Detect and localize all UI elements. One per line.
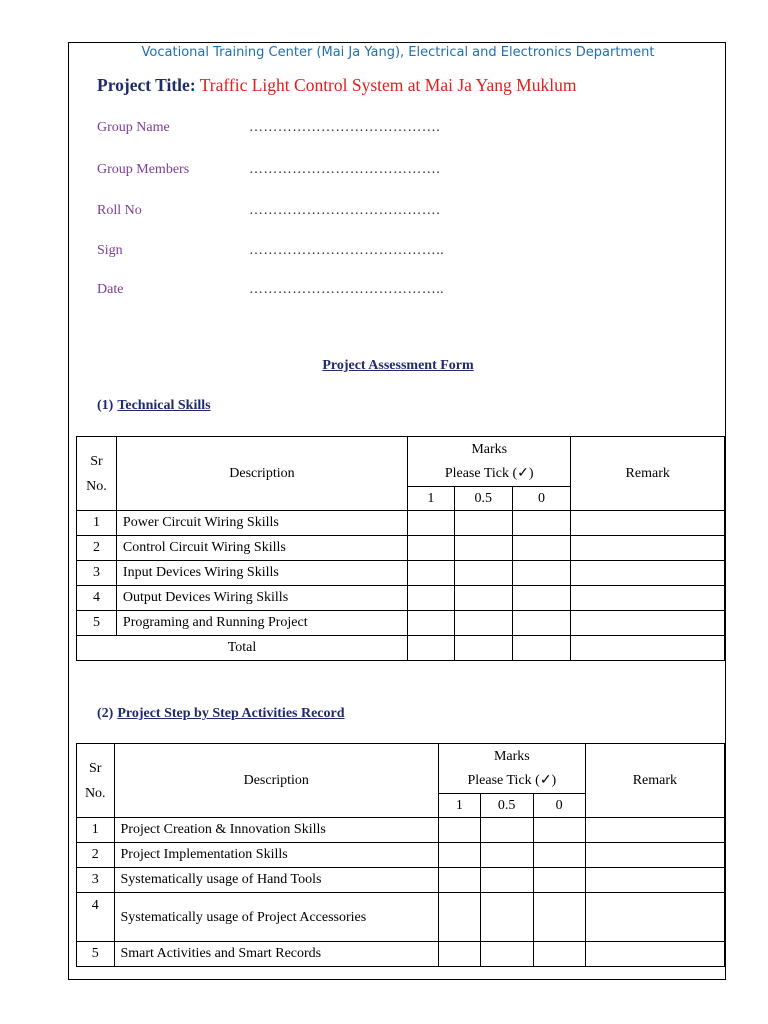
header-mark-0: 0 bbox=[512, 487, 571, 511]
tick-cell-1[interactable] bbox=[439, 818, 481, 843]
tick-cell-05[interactable] bbox=[480, 868, 533, 893]
tick-cell-1[interactable] bbox=[407, 611, 454, 636]
section2-number: (2) bbox=[97, 706, 114, 721]
tick-cell-05[interactable] bbox=[480, 818, 533, 843]
header-sr: Sr bbox=[90, 453, 103, 469]
header-no: No. bbox=[86, 478, 107, 494]
row-description: Project Creation & Innovation Skills bbox=[114, 818, 439, 843]
row-description: Output Devices Wiring Skills bbox=[116, 586, 407, 611]
header-sr-cell bbox=[77, 437, 117, 511]
row-sr: 5 bbox=[77, 942, 115, 967]
tick-cell-1[interactable] bbox=[439, 942, 481, 967]
tick-cell-05[interactable] bbox=[480, 843, 533, 868]
roll-no-blank: …………………………………. bbox=[249, 203, 441, 218]
row-description: Systematically usage of Project Accessories bbox=[114, 893, 439, 942]
row-description: Project Implementation Skills bbox=[114, 843, 439, 868]
row-sr: 1 bbox=[77, 818, 115, 843]
remark-cell[interactable] bbox=[585, 893, 724, 942]
header-mark-0: 0 bbox=[533, 794, 585, 818]
row-sr: 3 bbox=[77, 868, 115, 893]
remark-cell[interactable] bbox=[571, 561, 725, 586]
header-sr: Sr bbox=[89, 760, 102, 776]
header-remark: Remark bbox=[585, 744, 724, 818]
tick-cell-1[interactable] bbox=[407, 511, 454, 536]
tick-cell-05[interactable] bbox=[480, 942, 533, 967]
tick-cell-0[interactable] bbox=[533, 868, 585, 893]
tick-cell-1[interactable] bbox=[407, 536, 454, 561]
sign-blank: ………………………………….. bbox=[249, 243, 444, 258]
header-no: No. bbox=[84, 785, 106, 801]
tick-cell-1[interactable] bbox=[407, 586, 454, 611]
header-marks: Marks bbox=[471, 441, 508, 457]
section1-heading bbox=[97, 398, 211, 414]
total-cell-0[interactable] bbox=[512, 636, 571, 661]
table-row bbox=[77, 611, 725, 636]
total-cell-05[interactable] bbox=[454, 636, 512, 661]
header-remark: Remark bbox=[571, 437, 725, 511]
tick-cell-1[interactable] bbox=[439, 868, 481, 893]
header-marks-cell bbox=[439, 744, 586, 794]
table-header-row bbox=[77, 744, 725, 794]
tick-cell-05[interactable] bbox=[454, 536, 512, 561]
project-title bbox=[97, 75, 576, 96]
section1-title: Technical Skills bbox=[117, 398, 211, 413]
row-description: Systematically usage of Hand Tools bbox=[114, 868, 439, 893]
table-row bbox=[77, 511, 725, 536]
total-row bbox=[77, 636, 725, 661]
row-description: Programing and Running Project bbox=[116, 611, 407, 636]
table-row bbox=[77, 536, 725, 561]
tick-cell-05[interactable] bbox=[454, 586, 512, 611]
header-description: Description bbox=[116, 437, 407, 511]
tick-cell-1[interactable] bbox=[407, 561, 454, 586]
row-description: Control Circuit Wiring Skills bbox=[116, 536, 407, 561]
table-header-row bbox=[77, 437, 725, 487]
tick-cell-0[interactable] bbox=[533, 893, 585, 942]
row-sr: 3 bbox=[77, 561, 117, 586]
tick-cell-0[interactable] bbox=[533, 942, 585, 967]
header-marks: Marks bbox=[493, 748, 530, 764]
header-sr-cell bbox=[77, 744, 115, 818]
remark-cell[interactable] bbox=[571, 511, 725, 536]
header-mark-05: 0.5 bbox=[480, 794, 533, 818]
tick-cell-0[interactable] bbox=[512, 561, 571, 586]
tick-cell-0[interactable] bbox=[512, 586, 571, 611]
group-name-blank: …………………………………. bbox=[249, 120, 441, 135]
header-mark-1: 1 bbox=[439, 794, 481, 818]
technical-skills-table bbox=[76, 436, 725, 661]
tick-cell-0[interactable] bbox=[533, 818, 585, 843]
remark-cell[interactable] bbox=[571, 586, 725, 611]
date-blank: ………………………………….. bbox=[249, 282, 444, 297]
header-marks-cell bbox=[407, 437, 570, 487]
remark-cell[interactable] bbox=[585, 942, 724, 967]
table-row bbox=[77, 561, 725, 586]
table-row bbox=[77, 942, 725, 967]
table-row bbox=[77, 893, 725, 942]
tick-cell-05[interactable] bbox=[454, 561, 512, 586]
tick-cell-05[interactable] bbox=[454, 511, 512, 536]
section1-number: (1) bbox=[97, 398, 114, 413]
activities-record-table bbox=[76, 743, 725, 967]
row-description: Smart Activities and Smart Records bbox=[114, 942, 439, 967]
row-sr: 2 bbox=[77, 843, 115, 868]
tick-cell-05[interactable] bbox=[454, 611, 512, 636]
table-row bbox=[77, 868, 725, 893]
tick-cell-05[interactable] bbox=[480, 893, 533, 942]
header-please-tick: Please Tick (✓) bbox=[444, 465, 534, 481]
total-remark-cell[interactable] bbox=[571, 636, 725, 661]
table-row bbox=[77, 843, 725, 868]
tick-cell-1[interactable] bbox=[439, 843, 481, 868]
header-description: Description bbox=[114, 744, 439, 818]
section2-heading bbox=[97, 706, 345, 722]
total-cell-1[interactable] bbox=[407, 636, 454, 661]
form-title: Project Assessment Form bbox=[322, 358, 474, 373]
remark-cell[interactable] bbox=[585, 843, 724, 868]
section2-title: Project Step by Step Activities Record bbox=[117, 706, 345, 721]
group-members-blank: …………………………………. bbox=[249, 162, 441, 177]
total-label: Total bbox=[77, 636, 408, 661]
header-mark-1: 1 bbox=[407, 487, 454, 511]
row-sr: 2 bbox=[77, 536, 117, 561]
table-row bbox=[77, 818, 725, 843]
remark-cell[interactable] bbox=[585, 868, 724, 893]
roll-no-label: Roll No bbox=[97, 203, 142, 218]
date-label: Date bbox=[97, 282, 124, 297]
tick-cell-1[interactable] bbox=[439, 893, 481, 942]
department-header: Vocational Training Center (Mai Ja Yang), Electrical and Electronics Department bbox=[141, 45, 655, 60]
project-title-value: Traffic Light Control System at Mai Ja Yang Muklum bbox=[199, 75, 577, 95]
remark-cell[interactable] bbox=[571, 536, 725, 561]
row-description: Input Devices Wiring Skills bbox=[116, 561, 407, 586]
tick-cell-0[interactable] bbox=[512, 511, 571, 536]
row-sr: 5 bbox=[77, 611, 117, 636]
header-please-tick: Please Tick (✓) bbox=[467, 772, 557, 788]
tick-cell-0[interactable] bbox=[533, 843, 585, 868]
remark-cell[interactable] bbox=[571, 611, 725, 636]
row-sr: 4 bbox=[77, 893, 115, 942]
document-page bbox=[68, 42, 726, 980]
tick-cell-0[interactable] bbox=[512, 536, 571, 561]
group-name-label: Group Name bbox=[97, 120, 170, 135]
project-title-label: Project Title: bbox=[97, 75, 196, 95]
remark-cell[interactable] bbox=[585, 818, 724, 843]
row-description: Power Circuit Wiring Skills bbox=[116, 511, 407, 536]
group-members-label: Group Members bbox=[97, 162, 190, 177]
tick-cell-0[interactable] bbox=[512, 611, 571, 636]
table-row bbox=[77, 586, 725, 611]
row-sr: 1 bbox=[77, 511, 117, 536]
header-mark-05: 0.5 bbox=[454, 487, 512, 511]
row-sr: 4 bbox=[77, 586, 117, 611]
sign-label: Sign bbox=[97, 243, 123, 258]
